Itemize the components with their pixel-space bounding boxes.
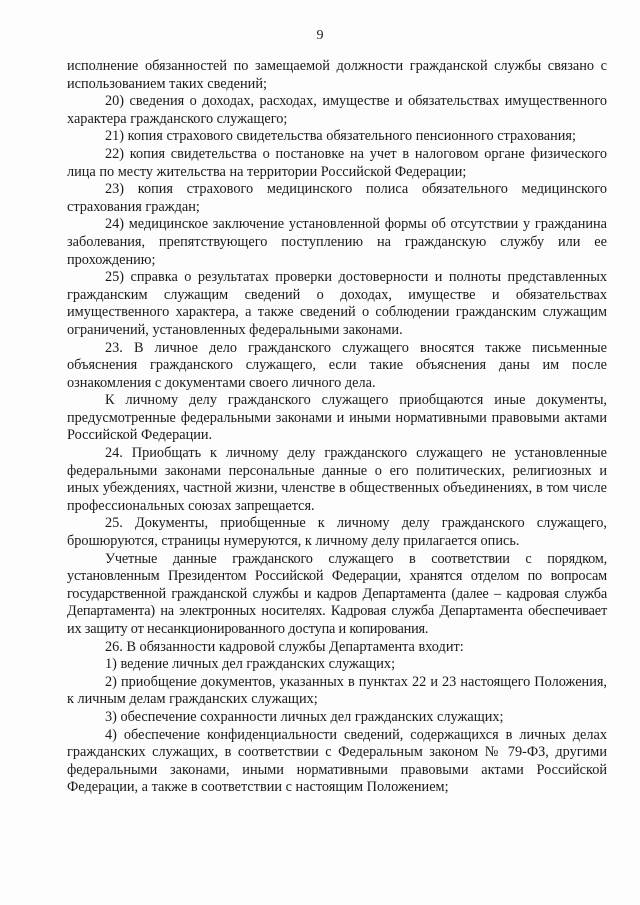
list-item-25: 25) справка о результатах проверки достоверности и полноты представленных гражданским служащим сведений о доходах, имуществе и обязательствах имущественного характера, а также сведений о соблюдении гражданским служащим ограничений, установленных федеральными законами. xyxy=(67,269,607,338)
duty-item-4: 4) обеспечение конфиденциальности сведений, содержащихся в личных делах гражданских служащих, в соответствии с Федеральным законом № 79-ФЗ, другими федеральными законами, иными нормативными правовыми актами Российской Федерации, а также в соответствии с настоящим Положением; xyxy=(67,726,607,796)
list-item-20: 20) сведения о доходах, расходах, имуществе и обязательствах имущественного характера гражданского служащего; xyxy=(67,93,607,127)
list-item-22: 22) копия свидетельства о постановке на учет в налоговом органе физического лица по месту жительства на территории Российской Федерации; xyxy=(67,145,607,180)
clause-23: 23. В личное дело гражданского служащего вносятся также письменные объяснения гражданского служащего, если такие объяснения даны им после ознакомления с документами своего личного дела. xyxy=(67,339,607,391)
duty-item-1: 1) ведение личных дел гражданских служащих; xyxy=(105,656,396,673)
clause-24: 24. Приобщать к личному делу гражданского служащего не установленные федеральными законами персональные данные о его политических, религиозных и иных убеждениях, частной жизни, членстве в общественных объединениях, в том числе профессиональных союзах запрещается. xyxy=(67,445,607,514)
list-item-21: 21) копия страхового свидетельства обязательного пенсионного страхования; xyxy=(105,128,576,145)
duty-item-3: 3) обеспечение сохранности личных дел гражданских служащих; xyxy=(105,708,504,725)
duty-item-2: 2) приобщение документов, указанных в пунктах 22 и 23 настоящего Положения, к личным делам гражданских служащих; xyxy=(67,673,607,708)
clause-23-additional: К личному делу гражданского служащего приобщаются иные документы, предусмотренные федеральными законами и иными нормативными правовыми актами Российской Федерации. xyxy=(67,392,607,444)
clause-25-records: Учетные данные гражданского служащего в соответствии с порядком, установленным Президентом Российской Федерации, хранятся отделом по вопросам государственной гражданской службы и кадров Департамента (далее – кадровая служба Департамента) на электронных носителях. Кадровая служба Департамента обеспечивает их защиту от несанкционированного доступа и копирования. xyxy=(67,550,607,637)
clause-26: 26. В обязанности кадровой службы Департамента входит: xyxy=(105,638,464,655)
page-number: 9 xyxy=(316,28,324,43)
list-item-23: 23) копия страхового медицинского полиса обязательного медицинского страхования граждан; xyxy=(67,181,607,215)
clause-25: 25. Документы, приобщенные к личному делу гражданского служащего, брошюруются, страницы нумеруются, к личному делу прилагается опись. xyxy=(67,515,607,550)
paragraph-continuation: исполнение обязанностей по замещаемой должности гражданской службы связано с использованием таких сведений; xyxy=(67,58,607,92)
list-item-24: 24) медицинское заключение установленной формы об отсутствии у гражданина заболевания, препятствующего поступлению на гражданскую службу или ее прохождению; xyxy=(67,216,607,268)
document-body xyxy=(67,58,607,797)
